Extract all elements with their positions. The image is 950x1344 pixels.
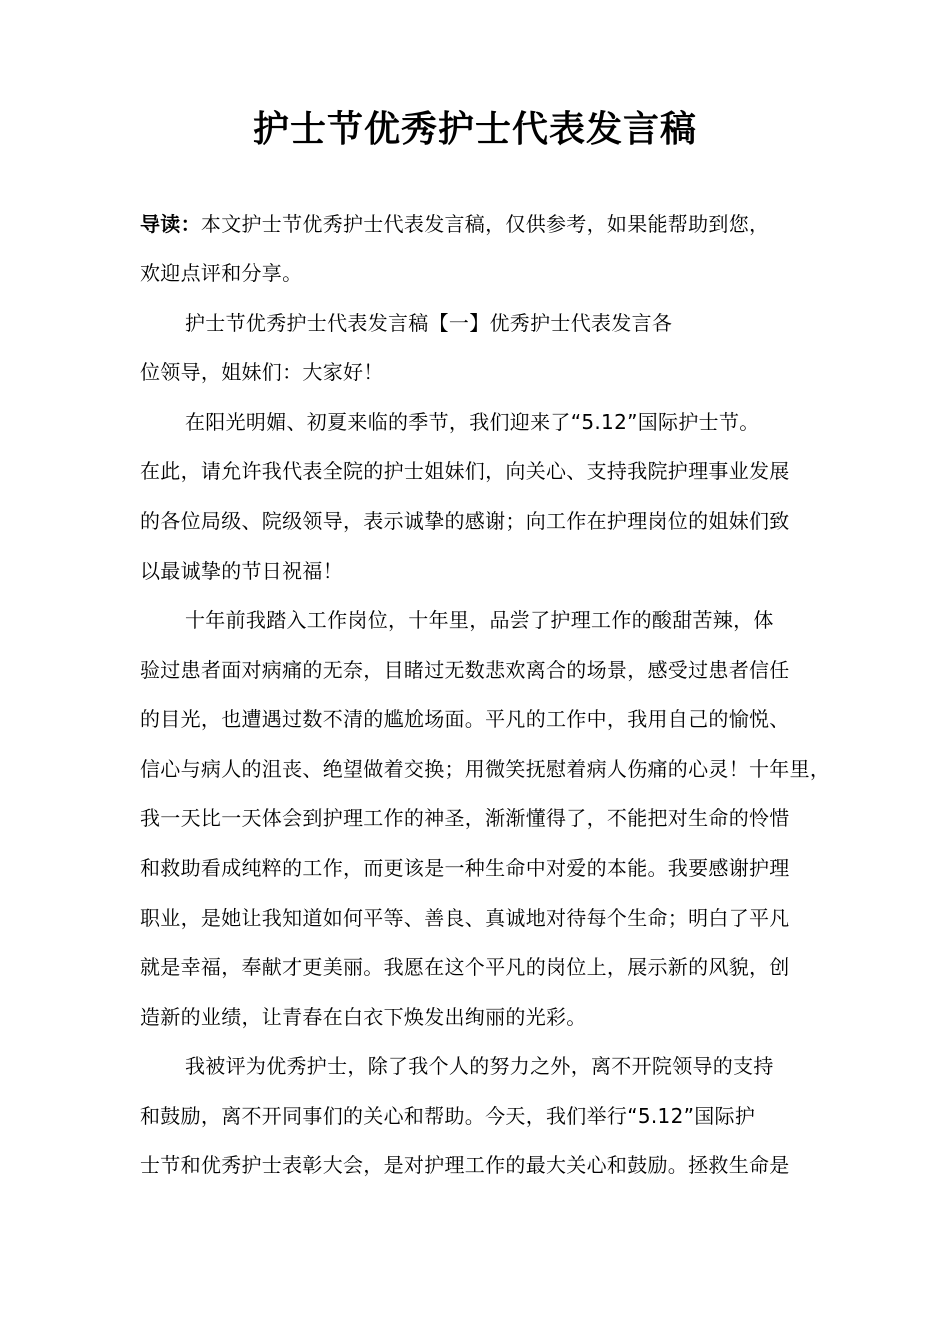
body-line: 的各位局级、院级领导，表示诚挚的感谢；向工作在护理岗位的姐妹们致 [140,509,790,533]
lead-text: 本文护士节优秀护士代表发言稿，仅供参考，如果能帮助到您， [200,212,770,236]
body-line: 位领导，姐妹们：大家好！ [140,360,384,384]
body-line: 就是幸福，奉献才更美丽。我愿在这个平凡的岗位上，展示新的风貌，创 [140,955,790,979]
lead-line-2: 欢迎点评和分享。 [140,261,303,285]
body-line: 在阳光明媚、初夏来临的季节，我们迎来了“5.12”国际护士节。 [185,410,760,434]
body-line: 和救助看成纯粹的工作，而更该是一种生命中对爱的本能。我要感谢护理 [140,856,790,880]
body-line: 十年前我踏入工作岗位，十年里，品尝了护理工作的酸甜苦辣，体 [185,608,774,632]
body-line: 信心与病人的沮丧、绝望做着交换；用微笑抚慰着病人伤痛的心灵！十年里， [140,757,831,781]
body-line: 在此，请允许我代表全院的护士姐妹们，向关心、支持我院护理事业发展 [140,459,790,483]
lead-line-1 [140,209,769,239]
body-line: 的目光，也遭遇过数不清的尴尬场面。平凡的工作中，我用自己的愉悦、 [140,707,790,731]
document-title: 护士节优秀护士代表发言稿 [252,109,697,150]
body-line: 护士节优秀护士代表发言稿【一】优秀护士代表发言各 [185,311,673,335]
body-line: 我一天比一天体会到护理工作的神圣，渐渐懂得了，不能把对生命的怜惜 [140,806,790,830]
body-line: 以最诚挚的节日祝福！ [140,559,343,583]
body-line: 职业，是她让我知道如何平等、善良、真诚地对待每个生命；明白了平凡 [140,906,790,930]
body-line: 我被评为优秀护士，除了我个人的努力之外，离不开院领导的支持 [185,1054,774,1078]
lead-label: 导读： [140,212,201,236]
body-line: 验过患者面对病痛的无奈，目睹过无数悲欢离合的场景，感受过患者信任 [140,658,790,682]
body-line: 和鼓励，离不开同事们的关心和帮助。今天，我们举行“5.12”国际护 [140,1104,756,1128]
body-line: 造新的业绩，让青春在白衣下焕发出绚丽的光彩。 [140,1005,587,1029]
body-line: 士节和优秀护士表彰大会，是对护理工作的最大关心和鼓励。拯救生命是 [140,1153,790,1177]
